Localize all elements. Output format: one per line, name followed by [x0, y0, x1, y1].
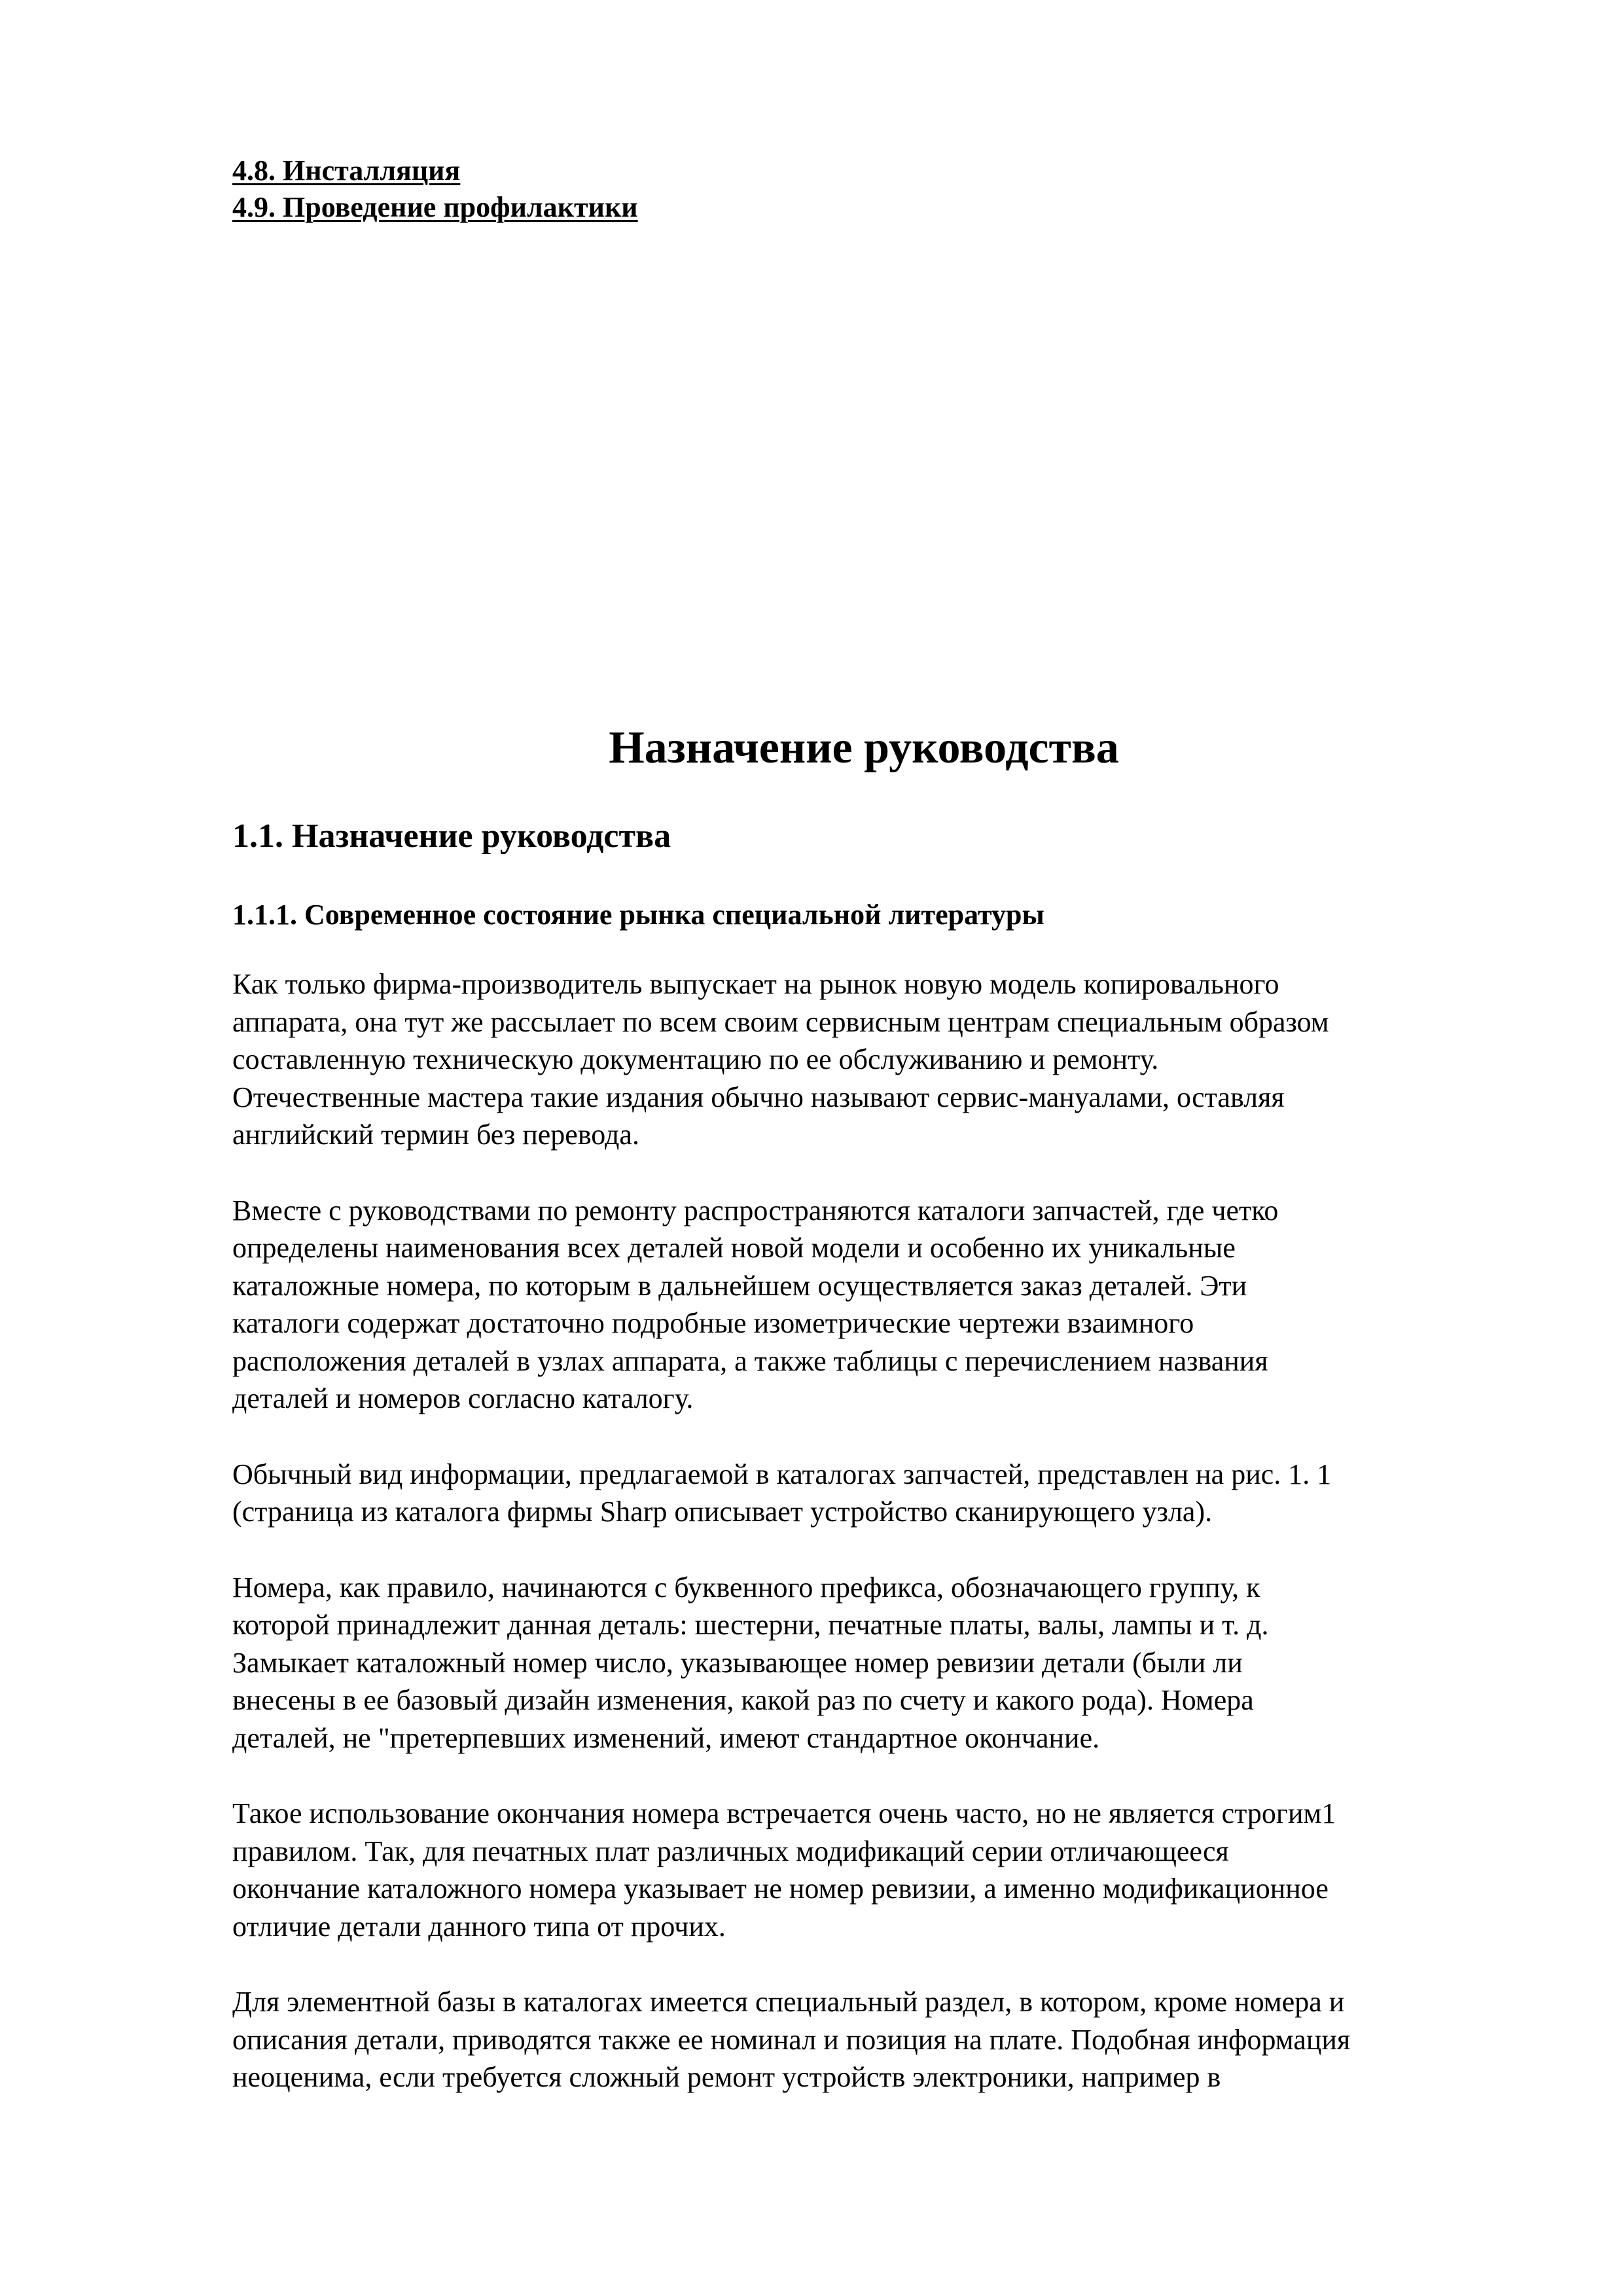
chapter-title: Назначение руководства [609, 723, 1119, 773]
paragraph-number-suffix: Такое использование окончания номера встречается очень часто, но не является строгим1 правилом. Так, для печатных плат различных модификаций серии отличающееся окончание каталожного номера указывает не номер ревизии, а именно модификационное отличие детали данного типа от прочих. [232, 1797, 1336, 1943]
table-of-contents [232, 152, 638, 226]
section-title: 1.1. Назначение руководства [232, 817, 671, 855]
subsection-title: 1.1.1. Современное состояние рынка специальной литературы [232, 899, 1044, 931]
paragraph-catalog-example: Обычный вид информации, предлагаемой в каталогах запчастей, представлен на рис. 1. 1 (страница из каталога фирмы Sharp описывает устройство сканирующего узла). [232, 1458, 1332, 1528]
body-text [232, 965, 1515, 2134]
paragraph-service-manuals: Как только фирма-производитель выпускает на рынок новую модель копировального аппарата, она тут же рассылает по всем своим сервисным центрам специальным образом составленную техническую документацию по ее обслуживанию и ремонту. Отечественные мастера такие издания обычно называют сервис-мануалами, оставляя английский термин без перевода. [232, 968, 1329, 1151]
toc-link-installation[interactable]: 4.8. Инсталляция [232, 154, 461, 187]
toc-link-maintenance[interactable]: 4.9. Проведение профилактики [232, 191, 638, 223]
paragraph-parts-catalogs: Вместе с руководствами по ремонту распространяются каталоги запчастей, где четко определены наименования всех деталей новой модели и особенно их уникальные каталожные номера, по которым в дальнейшем осуществляется заказ деталей. Эти каталоги содержат достаточно подробные изометрические чертежи взаимного расположения деталей в узлах аппарата, а также таблицы с перечислением названия деталей и номеров согласно каталогу. [232, 1194, 1279, 1414]
paragraph-part-numbers: Номера, как правило, начинаются с буквенного префикса, обозначающего группу, к которой принадлежит данная деталь: шестерни, печатные платы, валы, лампы и т. д. Замыкает каталожный номер число, указывающее номер ревизии детали (были ли внесены в ее базовый дизайн изменения, какой раз по счету и какого рода). Номера деталей, не "претерпевших изменений, имеют стандартное окончание. [232, 1571, 1269, 1754]
paragraph-component-base: Для элементной базы в каталогах имеется специальный раздел, в котором, кроме номера и описания детали, приводятся также ее номинал и позиция на плате. Подобная информация неоценима, если требуется сложный ремонт устройств электроники, например в [232, 1986, 1351, 2093]
